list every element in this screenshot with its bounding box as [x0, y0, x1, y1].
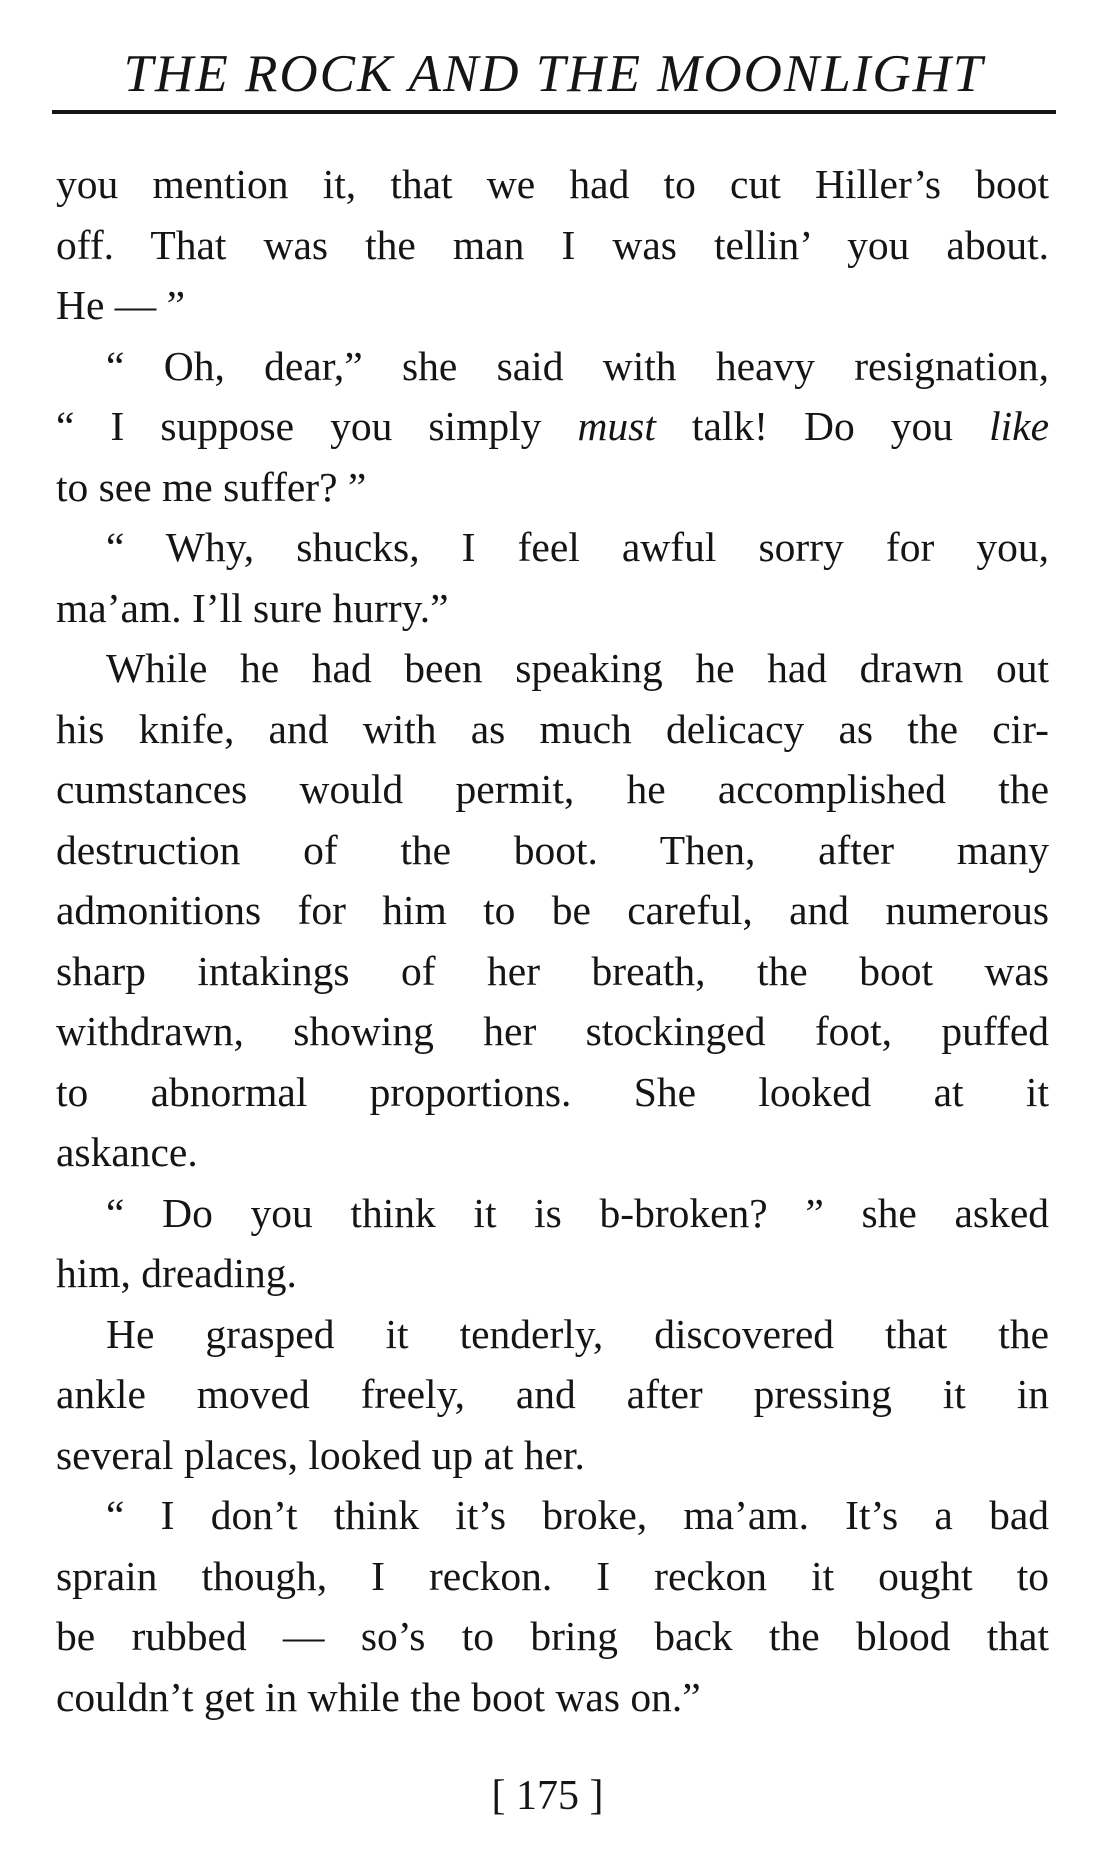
emphasis-like: like	[989, 403, 1049, 449]
text-run: talk! Do you	[655, 403, 990, 449]
text-line: destruction of the boot. Then, after many	[56, 826, 1049, 873]
text-line: ma’am. I’ll sure hurry.”	[56, 584, 449, 631]
text-line: him, dreading.	[56, 1250, 297, 1296]
text-run: “ I suppose you simply	[56, 403, 578, 449]
text-line: his knife, and with as much delicacy as the cir-	[56, 705, 1049, 752]
emphasis-must: must	[577, 403, 656, 449]
text-line: off. That was the man I was tellin’ you about.	[56, 221, 1049, 268]
text-line: be rubbed — so’s to bring back the blood that	[56, 1613, 1049, 1659]
text-line: to abnormal proportions. She looked at it	[56, 1068, 1049, 1115]
text-line: While he had been speaking he had drawn out	[106, 645, 1049, 691]
text-line: “ I don’t think it’s broke, ma’am. It’s a bad	[106, 1492, 1049, 1538]
text-line: admonitions for him to be careful, and numerous	[56, 887, 1049, 933]
text-line: He — ”	[56, 282, 186, 328]
text-line: you mention it, that we had to cut Hiller’s boot	[56, 161, 1049, 207]
text-line: couldn’t get in while the boot was on.”	[56, 1673, 701, 1720]
text-line: sharp intakings of her breath, the boot was	[56, 947, 1049, 994]
text-line: to see me suffer? ”	[56, 463, 367, 510]
text-line: several places, looked up at her.	[56, 1431, 585, 1478]
page-number: [ 175 ]	[491, 1773, 604, 1819]
text-line: sprain though, I reckon. I reckon it ought to	[56, 1552, 1049, 1599]
text-line: askance.	[56, 1129, 198, 1175]
text-line: “ Oh, dear,” she said with heavy resignation,	[106, 342, 1049, 389]
body-text	[56, 154, 1049, 1727]
text-line: withdrawn, showing her stockinged foot, puffed	[56, 1008, 1049, 1054]
running-head: THE ROCK AND THE MOONLIGHT	[123, 45, 985, 103]
text-line: “ Why, shucks, I feel awful sorry for you,	[106, 524, 1049, 570]
text-line	[56, 396, 1049, 457]
text-line: cumstances would permit, he accomplished the	[56, 766, 1049, 812]
header-rule	[52, 110, 1056, 114]
text-line: “ Do you think it is b-broken? ” she asked	[106, 1189, 1049, 1236]
text-line: ankle moved freely, and after pressing it in	[56, 1371, 1049, 1417]
text-line: He grasped it tenderly, discovered that the	[106, 1310, 1049, 1357]
